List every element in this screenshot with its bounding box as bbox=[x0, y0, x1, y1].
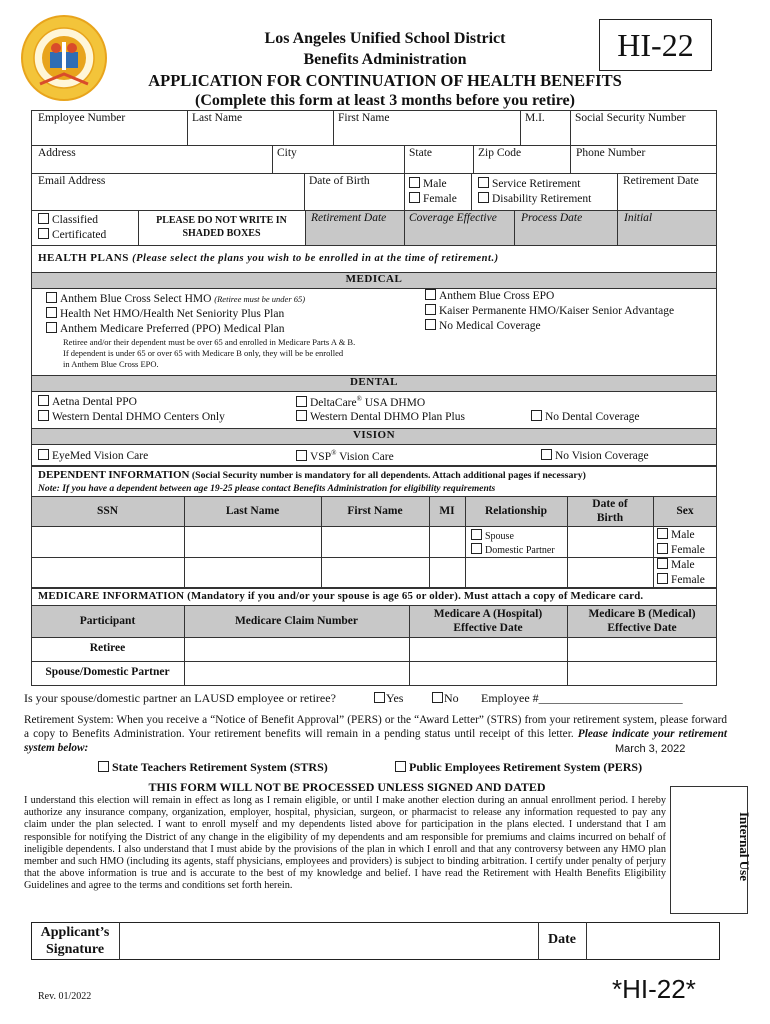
form-code: HI-22 bbox=[617, 27, 694, 63]
eyemed-checkbox[interactable] bbox=[38, 449, 148, 462]
aetna-dental-label: Aetna Dental PPO bbox=[52, 396, 137, 408]
male-checkbox[interactable] bbox=[409, 177, 447, 190]
spouse-no-label: No bbox=[444, 691, 459, 705]
medical-note-2: If dependent is under 65 or over 65 with Medicare B only, they will be be enrolled bbox=[63, 348, 344, 358]
dep1-female-checkbox[interactable] bbox=[657, 543, 705, 556]
dep-domestic-label: Domestic Partner bbox=[485, 545, 555, 556]
no-dental-label: No Dental Coverage bbox=[545, 411, 640, 423]
no-vision-checkbox[interactable] bbox=[541, 449, 649, 462]
dep-col-dob: Date of Birth bbox=[592, 498, 628, 524]
anthem-select-hmo-label: Anthem Blue Cross Select HMO bbox=[60, 293, 212, 305]
medical-title: MEDICAL bbox=[345, 273, 403, 285]
female-checkbox[interactable] bbox=[409, 192, 457, 205]
western-dental-plus-label: Western Dental DHMO Plan Plus bbox=[310, 411, 465, 423]
retirement-system-text: Retirement System: When you receive a “Notice of Benefit Approval” (PERS) or the “Award Letter” (STRS) from your retirement system, please forward a copy to Benefits Administration. Your retirement benefits will remain in a pending status until receipt of this letter. Please indicate your retirement system below: bbox=[24, 714, 727, 754]
medicare-row-spouse: Spouse/Domestic Partner bbox=[45, 666, 170, 678]
classified-label: Classified bbox=[52, 214, 98, 226]
health-net-hmo-checkbox[interactable] bbox=[46, 307, 284, 320]
anthem-medicare-ppo-label: Anthem Medicare Preferred (PPO) Medical Plan bbox=[60, 323, 285, 335]
mi-field[interactable]: M.I. bbox=[525, 112, 545, 124]
phone-field[interactable]: Phone Number bbox=[576, 147, 646, 159]
form-code-box bbox=[599, 19, 712, 71]
select-hmo-note: (Retiree must be under 65) bbox=[214, 294, 306, 304]
pers-label: Public Employees Retirement System (PERS) bbox=[409, 760, 643, 774]
form-code-footer: *HI-22* bbox=[612, 974, 696, 1004]
dental-title: DENTAL bbox=[349, 376, 399, 388]
ssn-field[interactable]: Social Security Number bbox=[575, 112, 686, 124]
signature-field[interactable] bbox=[121, 924, 537, 958]
kaiser-hmo-checkbox[interactable] bbox=[425, 304, 674, 317]
dep2-male-checkbox[interactable] bbox=[657, 558, 695, 571]
address-field[interactable]: Address bbox=[38, 147, 76, 159]
medicare-row-retiree: Retiree bbox=[89, 642, 126, 654]
do-not-write-note: PLEASE DO NOT WRITE IN bbox=[156, 215, 287, 226]
dep-spouse-label: Spouse bbox=[485, 531, 514, 542]
state-field[interactable]: State bbox=[409, 147, 432, 159]
certificated-checkbox[interactable] bbox=[38, 228, 106, 241]
dep-domestic-checkbox[interactable] bbox=[471, 543, 555, 556]
retirement-date-field[interactable]: Retirement Date bbox=[623, 175, 699, 187]
dep-col-first-name: First Name bbox=[347, 505, 403, 517]
vision-title: VISION bbox=[352, 429, 396, 441]
female-label: Female bbox=[423, 193, 457, 205]
dep1-male-label: Male bbox=[671, 529, 695, 541]
anthem-select-hmo-checkbox[interactable] bbox=[46, 292, 305, 305]
shaded-initial: Initial bbox=[624, 212, 653, 224]
dep-col-sex: Sex bbox=[676, 505, 694, 517]
dependent-note: Note: If you have a dependent between age 19-25 please contact Benefits Administration for eligibility requirements bbox=[38, 483, 496, 494]
no-dental-checkbox[interactable] bbox=[531, 410, 640, 423]
shaded-process-date: Process Date bbox=[521, 212, 583, 224]
deltacare-checkbox[interactable]: DeltaCare® USA DHMO bbox=[296, 395, 425, 409]
strs-label: State Teachers Retirement System (STRS) bbox=[112, 760, 328, 774]
revision-label: Rev. 01/2022 bbox=[38, 991, 92, 1002]
service-retirement-checkbox[interactable] bbox=[478, 177, 580, 190]
no-medical-checkbox[interactable] bbox=[425, 319, 541, 332]
dep2-female-checkbox[interactable] bbox=[657, 573, 705, 586]
health-plans-heading: HEALTH PLANS (Please select the plans you wish to be enrolled in at the time of retirement.) bbox=[38, 252, 499, 264]
dep-col-ssn: SSN bbox=[96, 505, 119, 517]
internal-use-label: Internal Use bbox=[737, 812, 752, 881]
medicare-col-participant: Participant bbox=[79, 615, 136, 627]
disability-retirement-label: Disability Retirement bbox=[492, 193, 592, 205]
spouse-yes-checkbox[interactable] bbox=[374, 691, 403, 706]
department-name: Benefits Administration bbox=[303, 51, 467, 68]
strs-checkbox[interactable] bbox=[98, 760, 328, 775]
medicare-col-part-a: Medicare A (Hospital) Effective Date bbox=[433, 608, 543, 634]
western-dental-plus-checkbox[interactable] bbox=[296, 410, 465, 423]
western-dental-centers-checkbox[interactable] bbox=[38, 410, 225, 423]
vsp-label: VSP bbox=[310, 450, 332, 463]
anthem-medicare-ppo-checkbox[interactable] bbox=[46, 322, 285, 335]
disability-retirement-checkbox[interactable] bbox=[478, 192, 591, 205]
vsp-rest-label: Vision Care bbox=[336, 450, 394, 463]
employee-number-field[interactable]: Employee Number bbox=[38, 112, 126, 124]
dob-field[interactable]: Date of Birth bbox=[309, 175, 370, 187]
dep1-female-label: Female bbox=[671, 544, 705, 556]
dep1-male-checkbox[interactable] bbox=[657, 528, 695, 541]
retirement-system-date: March 3, 2022 bbox=[615, 743, 686, 755]
deltacare-rest-label: USA DHMO bbox=[361, 396, 426, 409]
aetna-dental-checkbox[interactable] bbox=[38, 395, 137, 408]
signature-date-label: Date bbox=[548, 932, 576, 947]
dep-spouse-checkbox[interactable] bbox=[471, 529, 514, 542]
male-label: Male bbox=[423, 178, 447, 190]
health-net-hmo-label: Health Net HMO/Health Net Seniority Plus Plan bbox=[60, 308, 285, 320]
first-name-field[interactable]: First Name bbox=[338, 112, 390, 124]
anthem-epo-label: Anthem Blue Cross EPO bbox=[439, 290, 555, 302]
form-subtitle: (Complete this form at least 3 months before you retire) bbox=[195, 92, 575, 109]
district-name: Los Angeles Unified School District bbox=[264, 30, 506, 47]
medical-note-3: in Anthem Blue Cross EPO. bbox=[63, 359, 159, 369]
medicare-col-part-b: Medicare B (Medical) Effective Date bbox=[588, 608, 696, 634]
dep-col-mi: MI bbox=[439, 505, 455, 517]
medical-note-1: Retiree and/or their dependent must be over 65 and enrolled in Medicare Parts A & B. bbox=[63, 337, 356, 347]
zip-field[interactable]: Zip Code bbox=[478, 147, 522, 159]
vsp-checkbox[interactable]: VSP® Vision Care bbox=[296, 449, 394, 463]
medicare-col-claim: Medicare Claim Number bbox=[234, 615, 359, 627]
spouse-no-checkbox[interactable] bbox=[432, 691, 459, 706]
email-field[interactable]: Email Address bbox=[38, 175, 106, 187]
shaded-coverage-effective: Coverage Effective bbox=[409, 212, 497, 224]
spouse-yes-label: Yes bbox=[386, 691, 404, 705]
dep2-male-label: Male bbox=[671, 559, 695, 571]
eyemed-label: EyeMed Vision Care bbox=[52, 450, 149, 462]
shaded-retirement-date: Retirement Date bbox=[311, 212, 387, 224]
western-dental-centers-label: Western Dental DHMO Centers Only bbox=[52, 411, 225, 423]
dep-col-last-name: Last Name bbox=[225, 505, 280, 517]
shaded-boxes-note: SHADED BOXES bbox=[182, 228, 261, 239]
signature-label: Applicant’s Signature bbox=[40, 925, 110, 957]
medicare-heading: MEDICARE INFORMATION (Mandatory if you and/or your spouse is age 65 or older). Must attach a copy of Medicare card. bbox=[38, 590, 644, 602]
anthem-epo-checkbox[interactable] bbox=[425, 289, 554, 302]
form-title: APPLICATION FOR CONTINUATION OF HEALTH BENEFITS bbox=[148, 71, 622, 90]
last-name-field[interactable]: Last Name bbox=[192, 112, 243, 124]
city-field[interactable]: City bbox=[277, 147, 297, 159]
agreement-text: I understand this election will remain in effect as long as I remain eligible, or until I make another election during an annual enrollment period. I hereby authorize any insurance company, organization, employer, hospital, physician, surgeon, or pharmacist to release any information requested to pay any claim under the plan selected. I want to enroll myself and my dependents listed above for participation in the plans elected. I understand that I am responsible for notifying the District of any change in the eligibility of my dependents and am responsible for premiums and claims incurred on behalf of ineligible dependents. I also understand that I must abide by the provisions of the plan in which I enroll and that any controversy between any HMO plan member and such HMO (including its agents, staff physicians, employees and providers) is subject to binding arbitration. I certify under penalty of perjury that the above information is true and is accurate to the best of my knowledge and belief. I have read the Retirement with Health Benefits Eligibility Guidelines and agree to the terms and conditions set forth herein. bbox=[24, 795, 666, 892]
dep-col-relationship: Relationship bbox=[485, 505, 547, 517]
service-retirement-label: Service Retirement bbox=[492, 178, 581, 190]
no-vision-label: No Vision Coverage bbox=[555, 450, 649, 462]
kaiser-hmo-label: Kaiser Permanente HMO/Kaiser Senior Advantage bbox=[439, 305, 675, 317]
dep2-female-label: Female bbox=[671, 574, 705, 586]
dependent-heading: DEPENDENT INFORMATION (Social Security number is mandatory for all dependents. Attach additional pages if necessary) bbox=[38, 469, 586, 481]
certificated-label: Certificated bbox=[52, 229, 107, 241]
classified-checkbox[interactable] bbox=[38, 213, 98, 226]
pers-checkbox[interactable] bbox=[395, 760, 642, 775]
deltacare-label: DeltaCare bbox=[310, 396, 357, 409]
signature-date-field[interactable] bbox=[588, 924, 718, 958]
spouse-employee-number[interactable]: Employee #________________________ bbox=[481, 691, 683, 705]
agreement-heading: THIS FORM WILL NOT BE PROCESSED UNLESS SIGNED AND DATED bbox=[148, 780, 546, 794]
district-logo bbox=[20, 14, 108, 102]
spouse-question: Is your spouse/domestic partner an LAUSD employee or retiree? bbox=[24, 691, 336, 705]
no-medical-label: No Medical Coverage bbox=[439, 320, 541, 332]
